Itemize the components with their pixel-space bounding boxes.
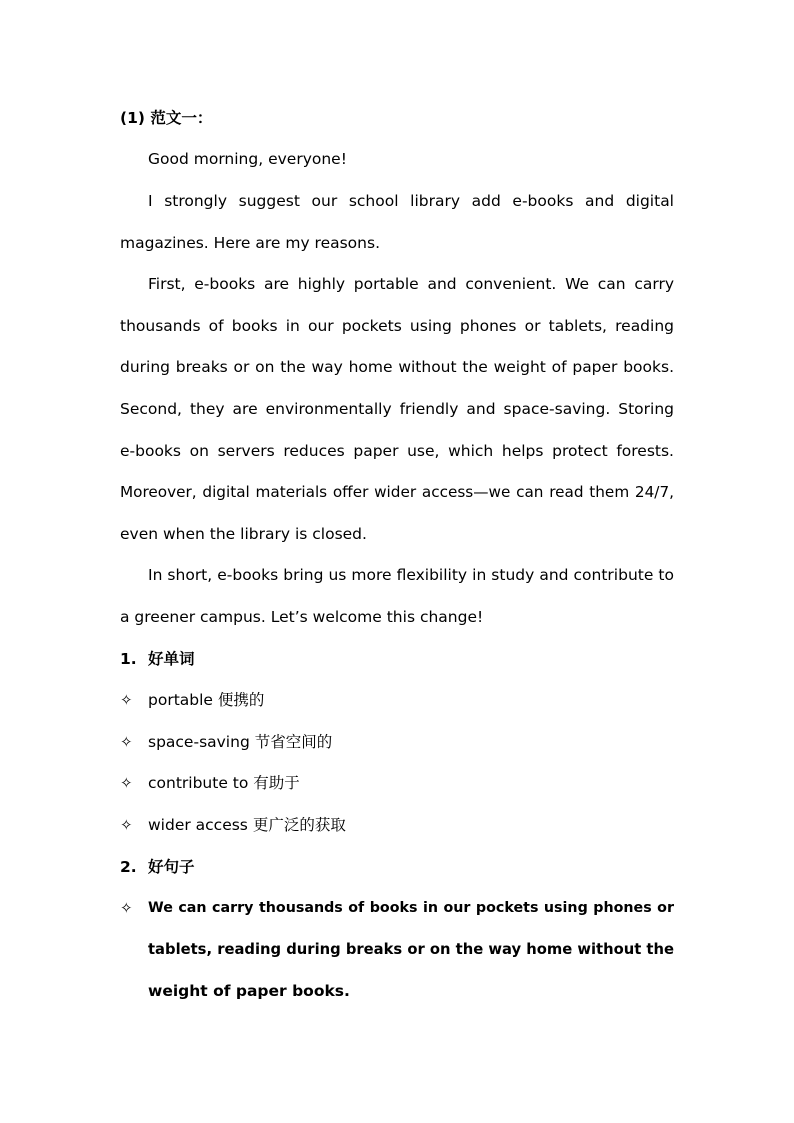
good-sentence-line-2: tablets, reading during breaks or on the way home without the xyxy=(148,941,674,958)
section-title: (1) 范文一： xyxy=(120,109,213,127)
essay-paragraph-1-line-1: I strongly suggest our school library add e-books and digital xyxy=(148,192,674,210)
essay-paragraph-3-line-2: a greener campus. Let’s welcome this change! xyxy=(120,608,484,626)
essay-paragraph-2-line-2: thousands of books in our pockets using phones or tablets, reading xyxy=(120,317,674,335)
good-words-number: 1. xyxy=(120,650,137,668)
good-sentences-number: 2. xyxy=(120,858,137,876)
sparkle-bullet-icon: ✧ xyxy=(120,816,133,834)
good-words-heading: 好单词 xyxy=(148,650,195,668)
essay-paragraph-3-line-1: In short, e-books bring us more flexibility in study and contribute to xyxy=(148,566,674,584)
essay-paragraph-2-line-3: during breaks or on the way home without the weight of paper books. xyxy=(120,358,674,376)
good-sentences-heading: 好句子 xyxy=(148,858,195,876)
essay-paragraph-1-line-2: magazines. Here are my reasons. xyxy=(120,234,380,252)
sparkle-bullet-icon: ✧ xyxy=(120,691,133,709)
essay-paragraph-2-line-7: even when the library is closed. xyxy=(120,525,367,543)
good-word-item: space-saving 节省空间的 xyxy=(148,733,333,751)
good-word-item: contribute to 有助于 xyxy=(148,774,300,792)
essay-paragraph-2-line-4: Second, they are environmentally friendly and space-saving. Storing xyxy=(120,400,674,418)
essay-paragraph-2-line-6: Moreover, digital materials offer wider access—we can read them 24/7, xyxy=(120,483,674,501)
essay-paragraph-2-line-1: First, e-books are highly portable and convenient. We can carry xyxy=(148,275,674,293)
sparkle-bullet-icon: ✧ xyxy=(120,774,133,792)
good-sentence-line-3: weight of paper books. xyxy=(148,982,350,1000)
sparkle-bullet-icon: ✧ xyxy=(120,733,133,751)
good-word-item: portable 便携的 xyxy=(148,691,265,709)
good-word-item: wider access 更广泛的获取 xyxy=(148,816,346,834)
sparkle-bullet-icon: ✧ xyxy=(120,899,133,917)
essay-paragraph-2-line-5: e-books on servers reduces paper use, which helps protect forests. xyxy=(120,442,674,460)
essay-greeting: Good morning, everyone! xyxy=(148,150,347,168)
good-sentence-line-1: We can carry thousands of books in our pockets using phones or xyxy=(148,900,674,916)
